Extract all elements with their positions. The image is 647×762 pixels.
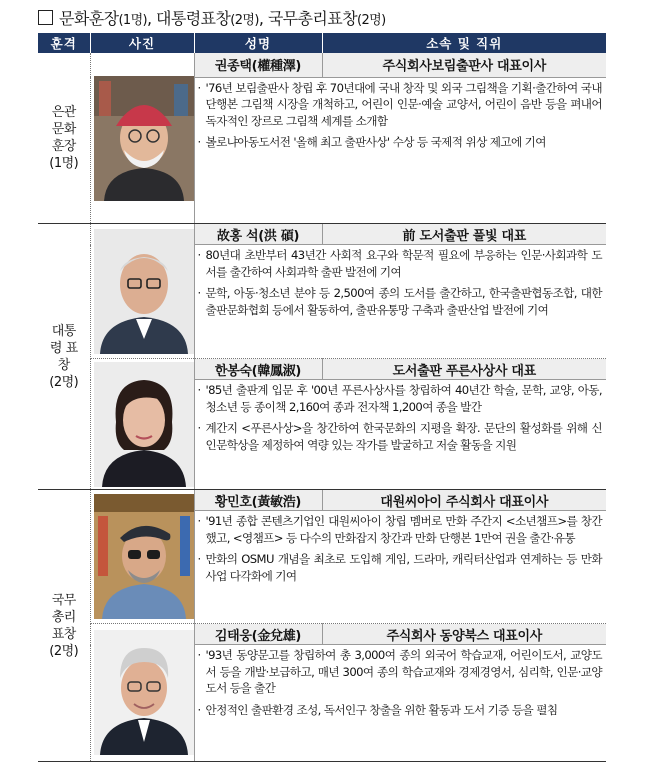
- portrait-photo: [90, 224, 194, 359]
- header-photo: 사진: [90, 33, 194, 53]
- portrait-man-cap-icon: [94, 76, 194, 201]
- header-name: 성명: [194, 33, 322, 53]
- person-description: [194, 380, 606, 490]
- description-bullet: · 80년대 초반부터 43년간 사회적 요구와 학문적 필요에 부응하는 인문·사회과학 도서를 출간하여 사회과학 출판 발전에 기여: [198, 247, 603, 280]
- table-row: [38, 53, 606, 77]
- person-position: 도서출판 푸른사상사 대표: [322, 359, 606, 380]
- portrait-man-grey-hair-icon: [94, 630, 194, 755]
- description-bullet: · 만화의 OSMU 개념을 최초로 도입해 게임, 드라마, 캐릭터산업과 연계하는 등 만화사업 다각화에 기여: [198, 551, 603, 584]
- portrait-woman-icon: [94, 362, 194, 487]
- awardees-table: [38, 33, 606, 762]
- portrait-photo: [90, 359, 194, 490]
- header-award: 훈격: [38, 33, 90, 53]
- person-name: 故홍 석(洪 碩): [194, 224, 322, 245]
- person-position: 前 도서출판 풀빛 대표: [322, 224, 606, 245]
- person-position: 대원씨아이 주식회사 대표이사: [322, 490, 606, 511]
- person-description: [194, 645, 606, 762]
- description-bullet: · 계간지 <푸른사상>을 창간하여 한국문화의 지평을 확장. 문단의 활성화를 위해 신인문학상을 제정하여 역량 있는 작가를 발굴하고 저술 활동을 지원: [198, 420, 603, 453]
- description-bullet: · '85년 출판계 입문 후 '00년 푸른사상사를 창립하여 40년간 학술, 문학, 교양, 아동, 청소년 등 종이책 2,160여 종과 전자책 1,200여 종을 발간: [198, 382, 603, 415]
- table-row: [38, 359, 606, 380]
- person-name: 한봉숙(韓鳳淑): [194, 359, 322, 380]
- description-bullet: · '93년 동양문고를 창립하여 총 3,000여 종의 외국어 학습교재, 어린이도서, 교양도서 등을 개발·보급하고, 매년 300여 종의 학습교재와 경제경영서, 심리학, 인문·교양도서 등을 출간: [198, 647, 603, 697]
- portrait-man-beret-icon: [94, 494, 194, 619]
- description-bullet: · 문학, 아동·청소년 분야 등 2,500여 종의 도서를 출간하고, 한국출판협동조합, 대한출판문화협회 등에서 활동하여, 출판유통망 구축과 출판산업 발전에 기여: [198, 285, 603, 318]
- checkbox-square-icon: [38, 10, 53, 25]
- table-row: [38, 624, 606, 645]
- header-position: 소속 및 직위: [322, 33, 606, 53]
- person-name: 권종택(權種澤): [194, 53, 322, 77]
- description-bullet: · 볼로냐아동도서전 '올해 최고 출판사상' 수상 등 국제적 위상 제고에 기여: [198, 134, 603, 151]
- description-bullet: · '91년 종합 콘텐츠기업인 대원씨아이 창립 멤버로 만화 주간지 <소년챔프>를 창간했고, <영챔프> 등 다수의 만화잡지 창간과 만화 단행본 1만여 권을 출간·유통: [198, 513, 603, 546]
- person-name: 황민호(黃敏浩): [194, 490, 322, 511]
- table-row: [38, 490, 606, 511]
- award-cell: 국무 총리 표창 (2명): [38, 490, 90, 762]
- person-position: 주식회사 동양북스 대표이사: [322, 624, 606, 645]
- table-row: [38, 224, 606, 245]
- description-bullet: · '76년 보림출판사 창립 후 70년대에 국내 창작 및 외국 그림책을 기획·출간하여 국내 단행본 그림책 시장을 개척하고, 어린이 인문·예술 교양서, 어린이 음반 등을 펴내어 독자적인 장르로 그림책 세계를 소개함: [198, 80, 603, 130]
- person-position: 주식회사보림출판사 대표이사: [322, 53, 606, 77]
- person-description: [194, 511, 606, 624]
- person-description: [194, 245, 606, 359]
- person-description: [194, 77, 606, 223]
- portrait-man-glasses-icon: [94, 229, 194, 354]
- page-title: 문화훈장(1명), 대통령표창(2명), 국무총리표창(2명): [38, 6, 386, 29]
- description-bullet: · 안정적인 출판환경 조성, 독서인구 창출을 위한 활동과 도서 기증 등을 펼침: [198, 702, 603, 719]
- portrait-photo: [90, 624, 194, 762]
- portrait-photo: [90, 53, 194, 224]
- award-cell: 대통 령 표 창 (2명): [38, 224, 90, 490]
- portrait-photo: [90, 490, 194, 624]
- award-cell: 은관 문화 훈장 (1명): [38, 53, 90, 224]
- person-name: 김태웅(金兌雄): [194, 624, 322, 645]
- table-header-row: [38, 33, 606, 53]
